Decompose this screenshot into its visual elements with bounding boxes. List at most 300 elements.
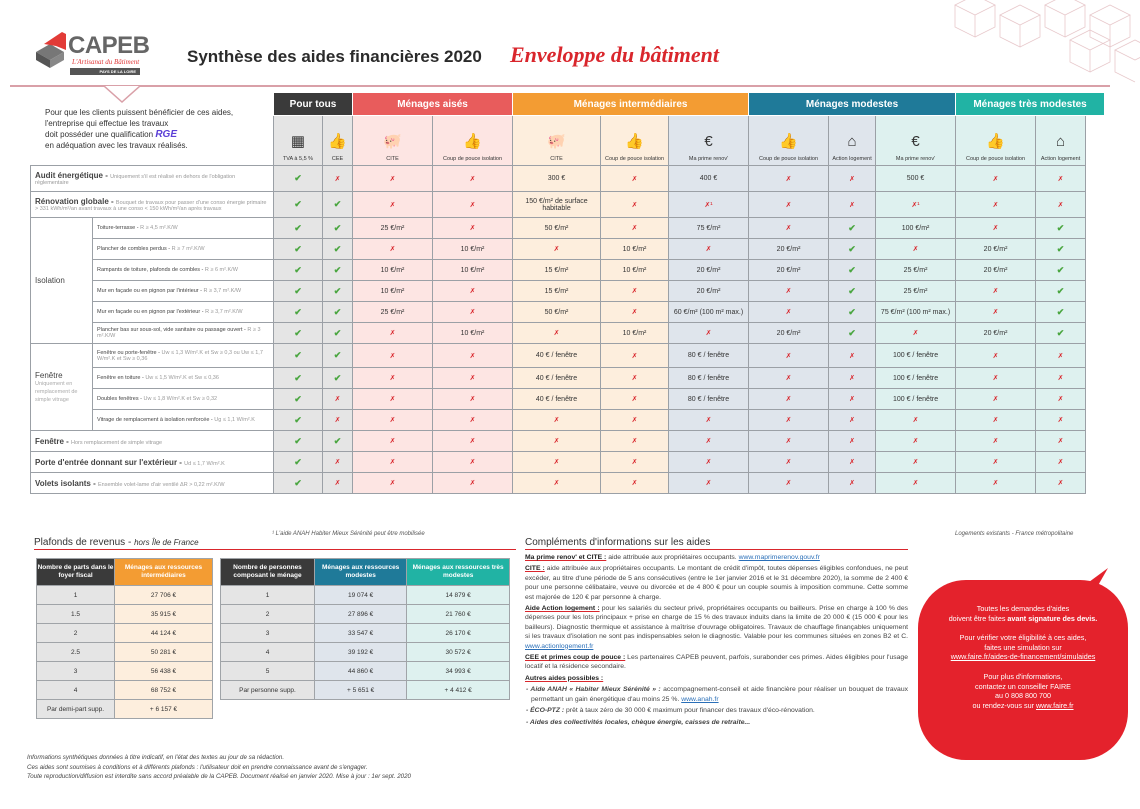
logo-tagline: L'Artisanat du Bâtiment — [72, 58, 140, 66]
row-note: R ≥ 6 m².K/W — [204, 267, 238, 273]
cell-amount — [433, 260, 513, 281]
anah-heading: - Aide ANAH « Habiter Mieux Sérénité » : — [526, 686, 661, 694]
bubble-line: Toutes les demandes d'aides — [976, 604, 1070, 613]
cross-icon: ✗ — [992, 352, 999, 360]
cell-amount — [876, 368, 956, 389]
house-icon: ⌂ — [1056, 133, 1066, 150]
cell-no — [1036, 389, 1086, 410]
row-label — [31, 431, 274, 452]
disclaimer-line: Ces aides sont soumises à conditions et à différents plafonds : l'utilisateur doit en prendre connaissance avant de s'engager. — [27, 763, 368, 771]
capeb-logo — [34, 30, 150, 78]
check-icon: ✔ — [294, 264, 302, 275]
cell-no — [956, 410, 1036, 431]
cross-icon: ✗ — [553, 330, 560, 337]
row-title: Volets isolants — [35, 478, 91, 488]
cell-no — [669, 431, 749, 452]
column-header — [601, 116, 669, 166]
row-label — [93, 239, 274, 260]
plafond-cell: 44 860 € — [315, 662, 407, 681]
maprimerenov-link[interactable]: www.maprimerenov.gouv.fr — [738, 554, 820, 561]
cell-no — [353, 473, 433, 494]
row-item: Mur en façade ou en pignon par l'extérieur — [97, 309, 201, 315]
cell-yes — [829, 323, 876, 344]
column-label: TVA à 5,5 % — [282, 156, 314, 162]
cross-icon: ✗ — [849, 375, 855, 382]
cell-amount — [669, 344, 749, 368]
cross-icon: ✗ — [631, 396, 638, 403]
cross-icon: ✗ — [334, 175, 341, 183]
column-label: Coup de pouce isolation — [966, 156, 1026, 162]
column-header — [876, 116, 956, 166]
cell-amount — [513, 218, 601, 239]
cell-no — [956, 218, 1036, 239]
cross-icon: ✗ — [785, 288, 792, 295]
cell-value: 10 €/m² — [460, 245, 485, 253]
cross-icon: ✗ — [334, 396, 341, 403]
row-label — [93, 281, 274, 302]
row-label — [93, 302, 274, 323]
cell-no — [749, 218, 829, 239]
cell-no — [829, 473, 876, 494]
intro-line: Pour que les clients puissent bénéficier de ces aides, — [45, 108, 234, 117]
cross-icon: ✗ — [1057, 417, 1064, 424]
cross-icon: ✗ — [469, 225, 476, 232]
cell-no — [601, 368, 669, 389]
category-name: Isolation — [35, 276, 65, 285]
cell-value: 100 €/m² — [901, 224, 930, 232]
cell-amount — [956, 239, 1036, 260]
plafonds-title-note: hors Île de France — [134, 538, 199, 547]
cell-no — [749, 368, 829, 389]
thumbs-up-coin-icon: 👍 — [463, 133, 482, 150]
row-note: Hors remplacement de simple vitrage — [71, 439, 163, 446]
cross-icon: ✗ — [469, 396, 476, 403]
category-label — [31, 218, 93, 344]
thumbs-up-coin-icon: 👍 — [986, 133, 1005, 150]
cell-no — [829, 344, 876, 368]
cross-icon: ✗ — [469, 417, 476, 424]
cell-yes — [1036, 302, 1086, 323]
thumbs-up-coin-icon: 👍 — [625, 133, 644, 150]
row-item: Mur en façade ou en pignon par l'intérieur — [97, 288, 199, 294]
cell-amount — [669, 389, 749, 410]
cell-amount — [601, 260, 669, 281]
cell-no — [601, 431, 669, 452]
actionlogement-link[interactable]: www.actionlogement.fr — [525, 642, 594, 650]
cell-yes — [274, 302, 323, 323]
column-label: CEE — [331, 156, 344, 162]
cell-value: 20 €/m² — [983, 266, 1008, 274]
page-title: Synthèse des aides financières 2020 — [187, 47, 482, 66]
check-icon: ✔ — [848, 243, 856, 254]
cell-no — [669, 239, 749, 260]
cell-no — [749, 192, 829, 218]
cross-icon: ✗ — [1057, 352, 1064, 360]
plafond-row — [221, 605, 510, 624]
bubble-line: ou rendez-vous sur — [972, 700, 1036, 710]
cell-amount — [513, 344, 601, 368]
cross-icon: ✗ — [389, 246, 396, 253]
cell-yes — [274, 281, 323, 302]
row-title: Rénovation globale — [35, 197, 109, 206]
cell-amount — [601, 323, 669, 344]
cross-icon: ✗ — [553, 480, 560, 487]
cell-no — [323, 166, 353, 192]
cell-value: 300 € — [547, 175, 566, 182]
plafonds-table-modestes — [220, 558, 510, 700]
cross-icon: ✗ — [705, 417, 712, 424]
column-label: Action logement — [832, 156, 872, 162]
cell-no — [601, 344, 669, 368]
page-subtitle: Enveloppe du bâtiment — [510, 42, 719, 67]
cross-icon: ✗ — [1057, 175, 1064, 183]
column-header — [433, 116, 513, 166]
plafond-cell: 19 074 € — [315, 586, 407, 605]
scope-note: Logements existants - France métropolitaine — [955, 531, 1074, 537]
row-title: Porte d'entrée donnant sur l'extérieur — [35, 457, 178, 467]
cell-no — [433, 431, 513, 452]
cross-icon: ✗ — [705, 438, 712, 445]
cell-yes — [323, 431, 353, 452]
simulaides-link[interactable]: www.faire.fr/aides-de-financement/simulaides — [950, 652, 1096, 662]
cell-no — [433, 218, 513, 239]
cell-value: 10 €/m² — [380, 287, 405, 295]
cell-no — [323, 452, 353, 473]
cell-amount — [353, 218, 433, 239]
cross-icon: ✗ — [785, 175, 792, 183]
cell-yes — [1036, 260, 1086, 281]
cross-icon: ✗ — [1057, 396, 1064, 403]
plafond-cell: 5 — [221, 662, 315, 681]
table-row — [31, 218, 1105, 239]
row-note: Uw ≤ 1,5 W/m².K et Sw ≤ 0,36 — [145, 375, 219, 381]
piggy-bank-icon: 🐖 — [547, 133, 566, 150]
group-header: Ménages intermédiaires — [513, 93, 749, 116]
cell-amount — [669, 302, 749, 323]
cell-yes — [274, 431, 323, 452]
cross-icon: ✗ — [1057, 201, 1064, 209]
cell-amount — [876, 166, 956, 192]
cross-icon: ✗ — [785, 396, 792, 403]
plafond-row — [221, 643, 510, 662]
plafond-cell: 3 — [37, 662, 115, 681]
cell-no — [669, 452, 749, 473]
cross-icon: ✗ — [785, 438, 792, 445]
check-icon: ✔ — [1056, 264, 1065, 275]
autres-paragraph — [525, 674, 908, 683]
cell-amount — [353, 260, 433, 281]
cell-value: 20 €/m² — [776, 329, 801, 337]
cite-paragraph — [525, 564, 908, 602]
column-label: CITE — [550, 156, 563, 162]
rge-badge: RGE — [155, 129, 177, 140]
cross-icon: ✗ — [631, 375, 638, 382]
cross-icon: ✗ — [334, 459, 341, 466]
cee-paragraph — [525, 653, 908, 672]
cell-amount — [513, 192, 601, 218]
check-icon: ✔ — [294, 372, 302, 383]
thumbs-up-coin-icon: 👍 — [328, 133, 347, 150]
cross-icon: ✗ — [849, 175, 855, 183]
cell-amount — [669, 281, 749, 302]
anah-text: accompagnement-conseil et aide financière pour réaliser un bouquet de travaux permettant un gain énergétique d'au moins 25 %. — [531, 686, 908, 703]
cell-value: 15 €/m² — [544, 287, 569, 295]
check-icon: ✔ — [1056, 285, 1065, 296]
cell-amount — [669, 260, 749, 281]
check-icon: ✔ — [294, 456, 302, 467]
separator: - — [209, 417, 215, 423]
table-row — [31, 452, 1105, 473]
table-row — [31, 368, 1105, 389]
cross-icon: ✗ — [1057, 480, 1064, 487]
cross-icon: ✗ — [705, 246, 712, 253]
check-icon: ✔ — [294, 393, 302, 404]
cell-value: 100 € / fenêtre — [892, 395, 939, 403]
table-row — [31, 281, 1105, 302]
cross-icon: ✗ — [631, 175, 638, 183]
check-icon: ✔ — [333, 350, 342, 360]
cell-value: 20 €/m² — [696, 266, 721, 274]
plafond-row — [37, 681, 213, 700]
check-icon: ✔ — [294, 414, 302, 425]
anah-link[interactable]: www.anah.fr — [681, 695, 719, 703]
row-label — [93, 368, 274, 389]
cell-yes — [274, 239, 323, 260]
plafond-cell: 2.5 — [37, 643, 115, 662]
cell-no — [749, 166, 829, 192]
mpr-paragraph — [525, 553, 908, 562]
check-icon: ✔ — [333, 243, 342, 254]
cell-no — [353, 344, 433, 368]
cross-icon: ✗ — [912, 417, 919, 424]
cross-icon: ✗ — [1057, 459, 1064, 466]
cell-no — [829, 410, 876, 431]
cell-value: 20 €/m² — [776, 245, 801, 253]
cell-amount — [749, 323, 829, 344]
cell-amount — [433, 239, 513, 260]
cell-yes — [323, 344, 353, 368]
cell-yes — [323, 368, 353, 389]
check-icon: ✔ — [333, 327, 342, 338]
cell-yes — [1036, 281, 1086, 302]
cell-value: 50 €/m² — [544, 308, 569, 316]
check-icon: ✔ — [294, 306, 302, 317]
bubble-line: contactez un conseiller FAIRE — [975, 681, 1071, 691]
cross-icon: ✗ — [553, 417, 560, 424]
cell-no — [669, 473, 749, 494]
separator: - — [103, 171, 111, 180]
complements-title: Compléments d'informations sur les aides — [525, 537, 908, 550]
logo-region: PAYS DE LA LOIRE — [70, 68, 140, 75]
plafond-cell: 44 124 € — [115, 624, 213, 643]
plafond-cell: + 6 157 € — [115, 700, 213, 719]
other-aids-text: - Aides des collectivités locales, chèque énergie, caisses de retraite... — [526, 718, 751, 726]
cell-no — [433, 302, 513, 323]
separator: - — [242, 327, 248, 333]
cross-icon: ✗ — [992, 175, 999, 183]
plafond-row — [221, 681, 510, 700]
cell-no — [601, 452, 669, 473]
cell-no — [513, 239, 601, 260]
cross-icon: ✗ — [849, 396, 855, 403]
column-header — [829, 116, 876, 166]
cross-icon: ✗ — [705, 459, 712, 466]
action-logement-paragraph — [525, 604, 908, 651]
faire-link[interactable]: www.faire.fr — [1035, 700, 1074, 710]
euro-coin-icon: € — [911, 133, 920, 150]
plafond-cell: 3 — [221, 624, 315, 643]
cross-icon: ✗ — [992, 225, 999, 232]
cell-value: 10 €/m² — [622, 329, 647, 337]
cell-yes — [1036, 323, 1086, 344]
cell-no — [353, 323, 433, 344]
cross-icon: ✗ — [785, 459, 792, 466]
cell-value: 10 €/m² — [460, 329, 485, 337]
cross-icon: ✗ — [992, 417, 999, 424]
cross-icon: ✗ — [849, 480, 855, 487]
cell-no — [876, 452, 956, 473]
cell-yes — [274, 323, 323, 344]
cell-no — [749, 452, 829, 473]
cell-no — [513, 473, 601, 494]
category-note: Uniquement en remplacement de simple vitrage — [35, 380, 78, 403]
cite-heading: CITE : — [525, 565, 545, 573]
cell-amount — [669, 368, 749, 389]
cross-icon: ✗ — [389, 396, 396, 403]
cross-icon: ✗ — [389, 352, 396, 360]
cell-amount — [601, 239, 669, 260]
cross-icon: ✗ — [469, 175, 476, 183]
cross-icon: ✗ — [631, 417, 638, 424]
disclaimer-line: Toute reproduction/diffusion est interdite sans accord préalable de la CAPEB. Document réalisé en janvier 2020. Mise à jour : 1er sept. 2020 — [27, 773, 411, 780]
cell-amount — [353, 281, 433, 302]
cross-icon: ✗ — [553, 246, 560, 253]
cell-yes — [323, 239, 353, 260]
separator: - — [90, 478, 98, 488]
table-row — [31, 473, 1105, 494]
cross-icon: ✗¹ — [704, 201, 713, 209]
table-row — [31, 166, 1105, 192]
logo-name: CAPEB — [68, 32, 150, 59]
cross-icon: ✗ — [631, 309, 638, 316]
table-row — [31, 410, 1105, 431]
plafond-cell: 27 706 € — [115, 586, 213, 605]
cell-no — [601, 218, 669, 239]
check-icon: ✔ — [333, 199, 342, 209]
cell-yes — [274, 166, 323, 192]
plafond-cell: 4 — [221, 643, 315, 662]
row-item: Toiture-terrasse — [97, 225, 136, 231]
cell-no — [749, 281, 829, 302]
cross-icon: ✗ — [469, 459, 476, 466]
table-row — [31, 323, 1105, 344]
cross-icon: ✗ — [389, 330, 396, 337]
cell-no — [513, 431, 601, 452]
cross-icon: ✗ — [389, 175, 396, 183]
check-icon: ✔ — [333, 435, 342, 446]
row-label — [93, 410, 274, 431]
cell-no — [749, 344, 829, 368]
cross-icon: ✗ — [469, 201, 476, 209]
action-logement-heading: Aide Action logement : — [525, 605, 600, 613]
plafond-cell: 1 — [37, 586, 115, 605]
cell-yes — [274, 192, 323, 218]
cell-no — [601, 389, 669, 410]
intro-line: en adéquation avec les travaux réalisés. — [45, 141, 188, 150]
cross-icon: ✗ — [469, 438, 476, 445]
cell-no — [1036, 452, 1086, 473]
cell-no — [323, 410, 353, 431]
cell-value: 400 € — [699, 175, 718, 182]
cell-yes — [323, 260, 353, 281]
row-note: R ≥ 4,5 m².K/W — [140, 225, 178, 231]
table-row — [31, 260, 1105, 281]
euro-coin-icon: € — [704, 133, 713, 150]
cell-no — [749, 431, 829, 452]
cell-no — [956, 368, 1036, 389]
cell-amount — [669, 218, 749, 239]
cross-icon: ✗ — [469, 375, 476, 382]
cee-heading: CEE et primes coup de pouce : — [525, 654, 626, 662]
cell-no — [353, 431, 433, 452]
cell-value: 20 €/m² — [983, 245, 1008, 253]
plafond-cell: 4 — [37, 681, 115, 700]
row-note: Ensemble volet-lame d'air ventilé ΔR > 0,22 m².K/W — [97, 481, 225, 488]
check-icon: ✔ — [294, 350, 302, 360]
cell-no — [433, 389, 513, 410]
row-label — [93, 260, 274, 281]
cell-no — [601, 192, 669, 218]
plafond-cell: 68 752 € — [115, 681, 213, 700]
cell-amount — [513, 281, 601, 302]
cell-amount — [876, 344, 956, 368]
aides-table — [30, 92, 1105, 494]
cross-icon: ✗ — [992, 396, 999, 403]
cross-icon: ✗ — [705, 480, 712, 487]
plafond-row — [221, 624, 510, 643]
cross-icon: ✗ — [1057, 375, 1064, 382]
header-divider — [10, 85, 1110, 87]
bubble-line: faites une simulation sur — [984, 642, 1062, 652]
plafonds-table-intermediaires — [36, 558, 213, 719]
cell-yes — [829, 281, 876, 302]
column-header — [669, 116, 749, 166]
column-header — [353, 116, 433, 166]
separator: - — [198, 288, 204, 294]
cell-no — [669, 192, 749, 218]
cell-no — [353, 239, 433, 260]
plafond-cell: 56 438 € — [115, 662, 213, 681]
column-label: Coup de pouce isolation — [605, 156, 665, 162]
cell-yes — [1036, 239, 1086, 260]
group-header: Pour tous — [274, 93, 353, 116]
separator: - — [200, 309, 206, 315]
cell-no — [956, 281, 1036, 302]
cross-icon: ✗ — [785, 201, 792, 209]
row-label — [31, 192, 274, 218]
plafond-cell: 21 760 € — [407, 605, 510, 624]
cell-yes — [274, 410, 323, 431]
cross-icon: ✗¹ — [911, 201, 920, 209]
cross-icon: ✗ — [631, 201, 638, 209]
cell-no — [433, 192, 513, 218]
cell-value: 80 € / fenêtre — [687, 352, 730, 359]
cell-value: 25 €/m² — [380, 308, 405, 316]
house-icon: ⌂ — [847, 133, 857, 150]
cross-icon: ✗ — [389, 417, 396, 424]
anah-item — [525, 685, 908, 704]
plafond-cell: 2 — [221, 605, 315, 624]
